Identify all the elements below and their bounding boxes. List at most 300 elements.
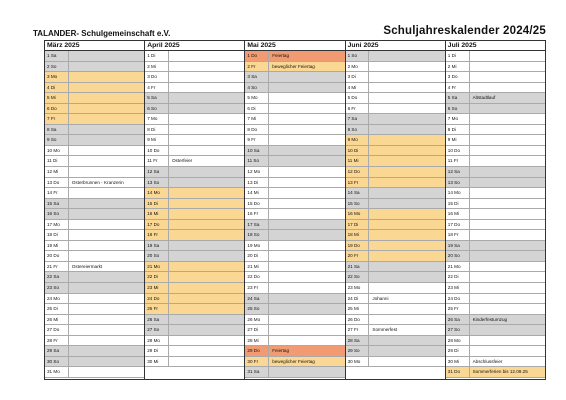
day-date: 9 So	[45, 135, 69, 145]
day-row	[245, 167, 344, 178]
day-note	[269, 304, 344, 314]
day-row	[45, 220, 144, 231]
day-row	[245, 325, 344, 336]
day-note: Feiertag	[272, 53, 290, 58]
day-date: 19 Mi	[45, 241, 69, 251]
day-row	[346, 315, 445, 326]
month-header: Juli 2025	[446, 41, 545, 51]
day-note	[169, 188, 244, 198]
day-note	[69, 315, 144, 325]
day-date: 13 So	[145, 178, 169, 188]
day-note	[269, 325, 344, 335]
day-note	[169, 262, 244, 272]
day-row	[346, 357, 445, 368]
day-note	[269, 283, 344, 293]
day-date: 24 Di	[346, 294, 370, 304]
day-note	[269, 146, 344, 156]
day-row	[45, 262, 144, 273]
day-date: 13 So	[446, 178, 470, 188]
day-row	[346, 83, 445, 94]
day-row	[45, 178, 144, 189]
day-note	[470, 262, 545, 272]
day-date: 16 Mo	[346, 209, 370, 219]
day-date: 21 Mo	[145, 262, 169, 272]
day-row	[346, 104, 445, 115]
day-row	[245, 72, 344, 83]
day-note	[369, 251, 444, 261]
day-date: 27 Di	[245, 325, 269, 335]
day-row	[346, 283, 445, 294]
day-note	[69, 283, 144, 293]
day-date: 1 Di	[145, 51, 169, 61]
day-row	[245, 315, 344, 326]
day-row	[145, 230, 244, 241]
day-note: Osterbrunnen - Kranzerin	[71, 179, 124, 185]
day-date: 29 So	[346, 346, 370, 356]
day-note	[69, 156, 144, 166]
day-note	[470, 167, 545, 177]
day-date: 4 Mi	[346, 83, 370, 93]
day-note	[269, 251, 344, 261]
day-row	[346, 220, 445, 231]
day-note	[470, 336, 545, 346]
day-date: 18 Mi	[346, 230, 370, 240]
day-date: 23 Mi	[145, 283, 169, 293]
day-date: 18 Fr	[446, 230, 470, 240]
day-note	[169, 135, 244, 145]
day-note	[470, 51, 545, 61]
day-date: 28 Mo	[446, 336, 470, 346]
day-row	[145, 304, 244, 315]
day-row	[446, 135, 545, 146]
day-row	[45, 72, 144, 83]
day-date: 10 Di	[346, 146, 370, 156]
day-note	[169, 93, 244, 103]
day-row	[145, 114, 244, 125]
day-note	[470, 72, 545, 82]
day-note	[69, 294, 144, 304]
day-row	[145, 83, 244, 94]
day-note	[269, 72, 344, 82]
day-note	[69, 241, 144, 251]
day-note	[169, 272, 244, 282]
day-date: 2 Fr	[245, 62, 269, 72]
day-date: 3 Di	[346, 72, 370, 82]
month-column	[346, 41, 446, 380]
day-date: 6 Do	[45, 104, 69, 114]
day-row	[346, 72, 445, 83]
day-note: Sommerfest	[372, 327, 398, 333]
day-note	[269, 114, 344, 124]
day-date: 27 Do	[45, 325, 69, 335]
day-date: 13 Do	[45, 178, 69, 188]
day-date: 7 Fr	[45, 114, 69, 124]
day-date: 28 Sa	[346, 336, 370, 346]
day-row	[45, 209, 144, 220]
day-note	[470, 188, 545, 198]
day-row	[145, 62, 244, 73]
day-note	[470, 104, 545, 114]
day-note	[269, 262, 344, 272]
day-note	[470, 114, 545, 124]
day-date: 14 Fr	[45, 188, 69, 198]
day-date: 6 Fr	[346, 104, 370, 114]
day-note	[470, 220, 545, 230]
day-row	[346, 51, 445, 62]
day-row	[346, 272, 445, 283]
day-date: 29 Do	[245, 346, 269, 356]
day-note	[369, 346, 444, 356]
day-row	[145, 283, 244, 294]
day-row	[245, 283, 344, 294]
day-date: 1 Do	[245, 51, 269, 61]
day-date: 4 Fr	[145, 83, 169, 93]
day-row	[45, 146, 144, 157]
day-note	[470, 241, 545, 251]
day-note	[69, 146, 144, 156]
day-row	[45, 188, 144, 199]
day-row	[145, 262, 244, 273]
day-note	[269, 315, 344, 325]
day-note	[470, 251, 545, 261]
day-note	[369, 72, 444, 82]
day-row	[45, 315, 144, 326]
day-row	[245, 156, 344, 167]
day-date: 6 Di	[245, 104, 269, 114]
day-row	[446, 304, 545, 315]
day-note	[470, 325, 545, 335]
day-date: 8 So	[346, 125, 370, 135]
day-note	[169, 304, 244, 314]
day-row	[245, 241, 344, 252]
day-date: 28 Mo	[145, 336, 169, 346]
day-date: 16 Fr	[245, 209, 269, 219]
day-date: 3 Do	[145, 72, 169, 82]
day-date: 19 Sa	[145, 241, 169, 251]
day-date: 26 Sa	[446, 315, 470, 325]
day-date: 31 Mo	[45, 367, 69, 377]
day-row	[446, 336, 545, 347]
day-row	[346, 251, 445, 262]
day-note	[169, 241, 244, 251]
day-date: 23 Mi	[446, 283, 470, 293]
day-note	[69, 199, 144, 209]
day-date: 30 Mi	[446, 357, 470, 367]
day-note	[69, 230, 144, 240]
day-row	[145, 336, 244, 347]
day-note	[470, 135, 545, 145]
day-note	[69, 188, 144, 198]
day-note	[369, 241, 444, 251]
day-date: 2 Mi	[446, 62, 470, 72]
day-date: 4 Di	[45, 83, 69, 93]
day-row	[45, 283, 144, 294]
day-date: 21 Mo	[446, 262, 470, 272]
day-note: beweglicher Feiertag	[272, 63, 315, 69]
day-date: 12 Do	[346, 167, 370, 177]
day-note	[169, 357, 244, 367]
day-date: 19 Sa	[446, 241, 470, 251]
day-date: 17 Di	[346, 220, 370, 230]
day-note	[470, 199, 545, 209]
day-row	[245, 367, 344, 378]
day-date: 25 Fr	[145, 304, 169, 314]
day-date: 30 Mi	[145, 357, 169, 367]
day-row	[45, 325, 144, 336]
day-note	[169, 146, 244, 156]
day-note	[69, 125, 144, 135]
day-row	[245, 93, 344, 104]
day-note	[69, 272, 144, 282]
day-row	[245, 188, 344, 199]
day-note: Osterfeier	[171, 158, 193, 164]
day-note	[69, 346, 144, 356]
day-note	[369, 230, 444, 240]
day-row	[346, 336, 445, 347]
day-note	[369, 304, 444, 314]
day-row	[446, 315, 545, 326]
day-date: 20 So	[446, 251, 470, 261]
day-row	[45, 199, 144, 210]
day-row	[45, 304, 144, 315]
day-date: 28 Mi	[245, 336, 269, 346]
day-row	[346, 230, 445, 241]
day-note	[470, 178, 545, 188]
day-note	[369, 156, 444, 166]
day-date: 2 Mi	[145, 62, 169, 72]
day-note	[369, 262, 444, 272]
day-date: 8 Sa	[45, 125, 69, 135]
day-date: 8 Di	[446, 125, 470, 135]
day-date: 6 So	[145, 104, 169, 114]
day-row	[446, 262, 545, 273]
day-date: 5 Mi	[45, 93, 69, 103]
day-date: 17 Mo	[45, 220, 69, 230]
day-note	[269, 220, 344, 230]
day-row	[145, 156, 244, 167]
day-row	[446, 220, 545, 231]
day-row	[446, 346, 545, 357]
day-date: 15 Sa	[45, 199, 69, 209]
day-row	[145, 346, 244, 357]
day-date: 14 Mo	[145, 188, 169, 198]
day-date: 3 Sa	[245, 72, 269, 82]
month-header: Mai 2025	[245, 41, 344, 51]
day-note	[169, 346, 244, 356]
day-note	[269, 294, 344, 304]
day-row	[346, 62, 445, 73]
day-row	[245, 114, 344, 125]
day-row	[346, 346, 445, 357]
day-note	[69, 114, 144, 124]
calendar-grid	[44, 40, 546, 380]
day-row	[45, 251, 144, 262]
day-note	[369, 357, 444, 367]
day-note	[369, 283, 444, 293]
day-note	[169, 325, 244, 335]
day-note	[470, 304, 545, 314]
day-note	[269, 272, 344, 282]
day-note	[69, 167, 144, 177]
day-date: 13 Fr	[346, 178, 370, 188]
day-row	[346, 178, 445, 189]
day-note	[470, 283, 545, 293]
day-date: 1 Sa	[45, 51, 69, 61]
day-note	[369, 336, 444, 346]
day-row	[145, 135, 244, 146]
day-row	[446, 199, 545, 210]
day-date: 12 Mo	[245, 167, 269, 177]
day-row	[145, 294, 244, 305]
day-row	[346, 146, 445, 157]
day-note	[269, 167, 344, 177]
day-date: 28 Fr	[45, 336, 69, 346]
day-date: 3 Do	[446, 72, 470, 82]
day-row	[45, 167, 144, 178]
day-date: 19 Mo	[245, 241, 269, 251]
day-date: 12 Sa	[446, 167, 470, 177]
day-row	[145, 125, 244, 136]
day-row	[245, 178, 344, 189]
day-row	[45, 62, 144, 73]
day-row	[446, 230, 545, 241]
day-date: 17 Do	[145, 220, 169, 230]
day-date: 24 Do	[145, 294, 169, 304]
day-row	[145, 167, 244, 178]
day-row	[145, 251, 244, 262]
day-date: 24 Sa	[245, 294, 269, 304]
day-note	[369, 93, 444, 103]
day-date: 8 Di	[145, 125, 169, 135]
day-date: 23 Mo	[346, 283, 370, 293]
day-note	[369, 188, 444, 198]
day-row	[446, 188, 545, 199]
day-date: 14 Mo	[446, 188, 470, 198]
day-note	[369, 135, 444, 145]
day-row	[45, 93, 144, 104]
day-note: beweglicher Feiertag	[272, 358, 315, 364]
day-date: 4 So	[245, 83, 269, 93]
day-row	[45, 272, 144, 283]
day-note	[470, 83, 545, 93]
day-date: 21 Mi	[245, 262, 269, 272]
day-row	[245, 304, 344, 315]
day-note: Abschlussfeier	[472, 358, 503, 364]
day-date: 15 So	[346, 199, 370, 209]
day-note	[69, 325, 144, 335]
day-row	[145, 220, 244, 231]
day-row	[346, 135, 445, 146]
day-row	[45, 156, 144, 167]
calendar-title: Schuljahreskalender 2024/25	[383, 25, 546, 37]
day-date: 9 Mi	[446, 135, 470, 145]
day-date: 22 Sa	[45, 272, 69, 282]
month-column	[245, 41, 345, 380]
month-column	[45, 41, 145, 380]
day-note	[269, 367, 344, 377]
day-note	[369, 209, 444, 219]
day-row	[145, 72, 244, 83]
day-row	[245, 62, 344, 73]
day-row	[446, 178, 545, 189]
day-note	[169, 51, 244, 61]
day-date: 16 Mi	[446, 209, 470, 219]
day-date: 21 Fr	[45, 262, 69, 272]
day-row	[446, 294, 545, 305]
day-note	[69, 93, 144, 103]
day-row	[45, 336, 144, 347]
day-note	[169, 283, 244, 293]
day-note	[269, 241, 344, 251]
day-row	[446, 125, 545, 136]
day-date: 25 So	[245, 304, 269, 314]
day-date: 24 Do	[446, 294, 470, 304]
day-date: 20 Fr	[346, 251, 370, 261]
day-row	[45, 104, 144, 115]
day-note	[69, 304, 144, 314]
day-row	[45, 230, 144, 241]
day-note: Altstadtlauf	[472, 95, 496, 101]
day-row	[145, 199, 244, 210]
day-date: 26 Sa	[145, 315, 169, 325]
day-date: 30 Mo	[346, 357, 370, 367]
day-date: 22 So	[346, 272, 370, 282]
day-row	[145, 315, 244, 326]
day-row	[446, 283, 545, 294]
day-row	[446, 83, 545, 94]
day-row	[446, 72, 545, 83]
day-date: 19 Do	[346, 241, 370, 251]
day-row	[245, 294, 344, 305]
day-note	[269, 125, 344, 135]
day-list	[346, 51, 445, 379]
day-row	[446, 93, 545, 104]
day-row	[245, 272, 344, 283]
day-row	[446, 146, 545, 157]
day-row	[45, 114, 144, 125]
day-note	[369, 114, 444, 124]
day-date: 1 So	[346, 51, 370, 61]
day-note	[169, 83, 244, 93]
day-date: 7 Mo	[145, 114, 169, 124]
day-row	[346, 262, 445, 273]
day-date: 5 Do	[346, 93, 370, 103]
day-note	[169, 72, 244, 82]
day-date: 11 Di	[45, 156, 69, 166]
day-note	[169, 62, 244, 72]
day-date: 2 So	[45, 62, 69, 72]
day-date: 7 Mi	[245, 114, 269, 124]
day-note: Feiertag	[272, 348, 290, 354]
day-list	[45, 51, 144, 379]
day-note	[470, 62, 545, 72]
day-date: 29 Di	[145, 346, 169, 356]
day-date: 26 Mo	[245, 315, 269, 325]
day-note	[470, 156, 545, 166]
day-date: 18 Di	[45, 230, 69, 240]
day-date: 26 Mi	[45, 315, 69, 325]
day-row	[45, 51, 144, 62]
day-date: 20 Di	[245, 251, 269, 261]
day-note	[69, 72, 144, 82]
day-date: 30 Fr	[245, 357, 269, 367]
day-row	[245, 146, 344, 157]
day-note	[470, 272, 545, 282]
day-row	[45, 83, 144, 94]
day-row	[446, 357, 545, 368]
day-note	[369, 62, 444, 72]
month-header: April 2025	[145, 41, 244, 51]
